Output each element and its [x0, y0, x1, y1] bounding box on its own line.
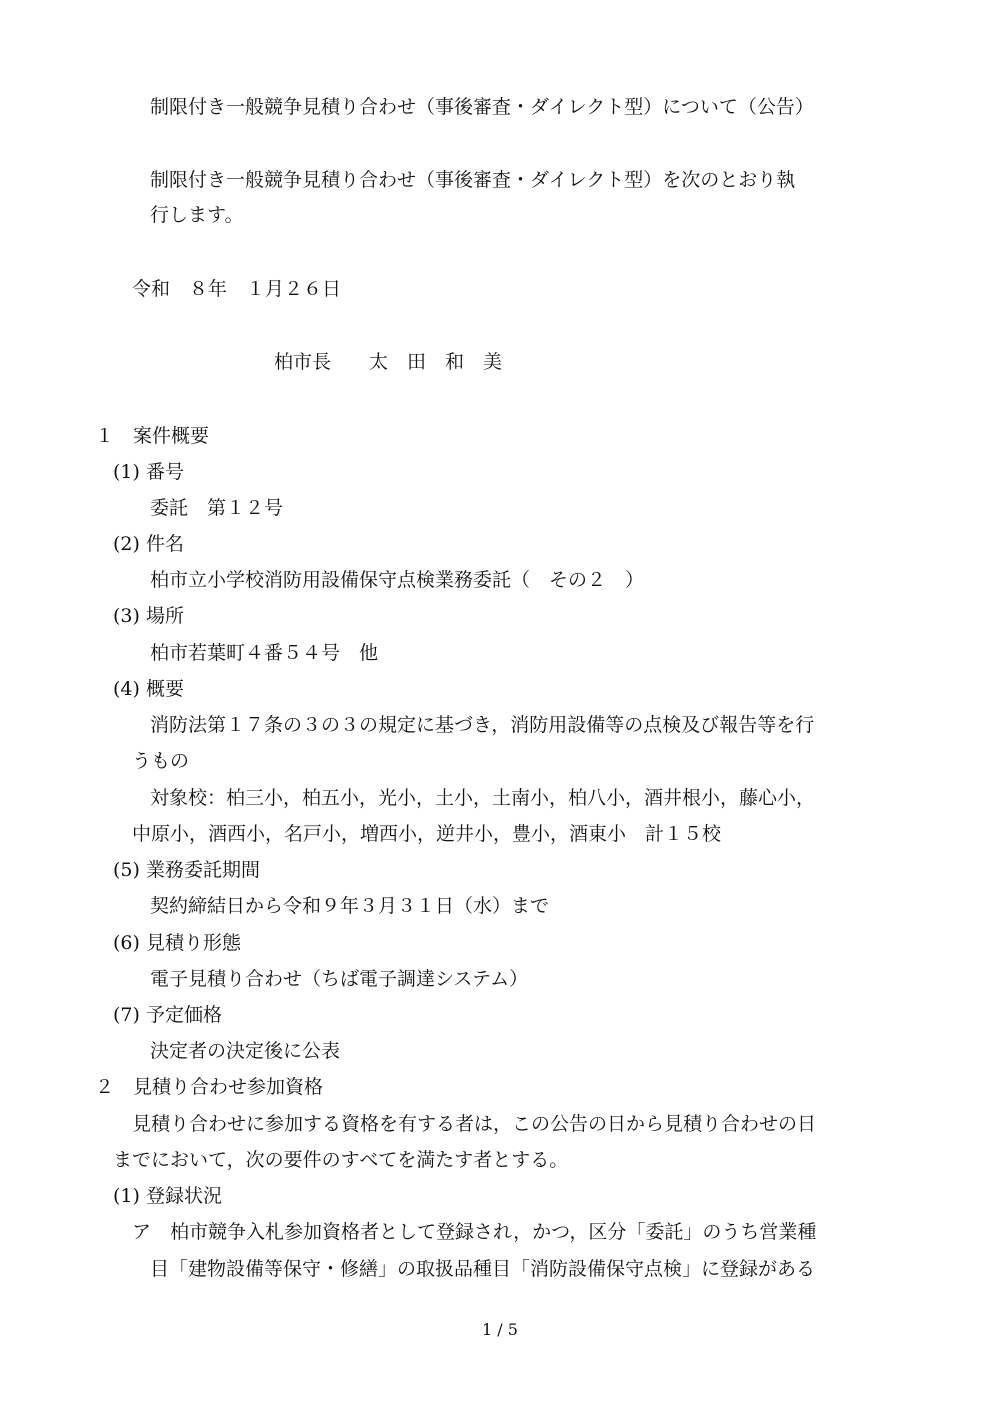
item-2-value: 柏市立小学校消防用設備保守点検業務委託（ その２ ）	[150, 569, 645, 591]
section-1-heading: １ 案件概要	[95, 425, 210, 447]
item-7-value: 決定者の決定後に公表	[150, 1040, 341, 1062]
item-4-label: (4) 概要	[113, 678, 184, 700]
item-4-line-2: うもの	[132, 750, 190, 772]
item-4-line-1: 消防法第１７条の３の３の規定に基づき，消防用設備等の点検及び報告等を行	[150, 714, 815, 736]
item-3-value: 柏市若葉町４番５４号 他	[150, 642, 379, 664]
section-2-intro-line-2: までにおいて，次の要件のすべてを満たす者とする。	[113, 1149, 569, 1171]
item-1-value: 委託 第１２号	[150, 497, 284, 519]
section-2-item-1-label: (1) 登録状況	[113, 1185, 222, 1207]
section-2-item-1-a-line-1: ア 柏市競争入札参加資格者として登録され，かつ，区分「委託」のうち営業種	[132, 1221, 817, 1243]
item-1-label: (1) 番号	[113, 461, 184, 483]
section-2-intro-line-1: 見積り合わせに参加する資格を有する者は，この公告の日から見積り合わせの日	[132, 1113, 817, 1135]
section-2-heading: ２ 見積り合わせ参加資格	[95, 1076, 324, 1098]
item-4-line-3: 対象校：柏三小，柏五小，光小，土小，土南小，柏八小，酒井根小，藤心小，	[150, 787, 816, 809]
notice-date: 令和 ８年 １月２６日	[132, 278, 342, 300]
page-number: 1 / 5	[482, 1320, 518, 1339]
item-6-value: 電子見積り合わせ（ちば電子調達システム）	[150, 968, 529, 990]
item-4-line-4: 中原小，酒西小，名戸小，増西小，逆井小，豊小，酒東小 計１５校	[132, 823, 722, 845]
intro-line-1: 制限付き一般競争見積り合わせ（事後審査・ダイレクト型）を次のとおり執	[150, 169, 796, 191]
section-2-item-1-a-line-2: 目「建物設備等保守・修繕」の取扱品種目「消防設備保守点検」に登録がある	[150, 1258, 816, 1280]
document-title: 制限付き一般競争見積り合わせ（事後審査・ダイレクト型）について（公告）	[150, 96, 814, 118]
item-3-label: (3) 場所	[113, 605, 184, 627]
item-5-label: (5) 業務委託期間	[113, 859, 260, 881]
issuer: 柏市長 太 田 和 美	[274, 351, 503, 373]
item-5-value: 契約締結日から令和９年３月３１日（水）まで	[150, 895, 550, 917]
item-6-label: (6) 見積り形態	[113, 932, 241, 954]
intro-line-2: 行します。	[150, 204, 244, 226]
item-2-label: (2) 件名	[113, 533, 184, 555]
item-7-label: (7) 予定価格	[113, 1004, 222, 1026]
